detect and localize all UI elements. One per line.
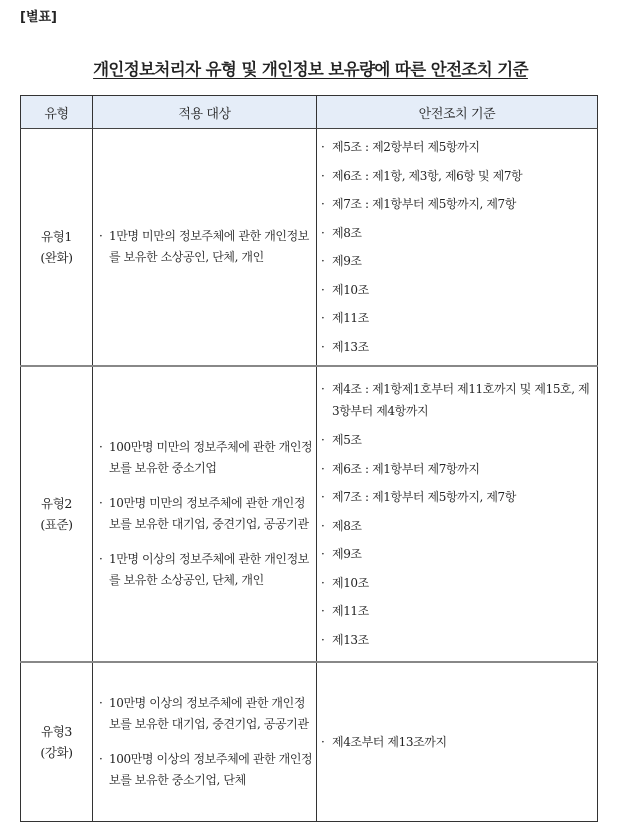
- type-level: (완화): [40, 250, 73, 265]
- bullet-icon: ·: [321, 547, 325, 561]
- bullet-icon: ·: [99, 752, 103, 766]
- table-row-type2: [21, 366, 598, 662]
- measure-text: 제5조: [332, 433, 362, 447]
- target-item: [99, 749, 314, 791]
- target-text: 1만명 이상의 정보주체에 관한 개인정보를 보유한 소상공인, 단체, 개인: [109, 552, 309, 587]
- bullet-icon: ·: [321, 490, 325, 504]
- measure-text: 제6조 : 제1항부터 제7항까지: [332, 461, 480, 476]
- measures-cell: [317, 366, 598, 662]
- measure-item: [321, 728, 593, 757]
- bullet-icon: ·: [321, 254, 325, 268]
- bullet-icon: ·: [321, 461, 325, 476]
- measure-text: 제7조 : 제1항부터 제5항까지, 제7항: [332, 197, 516, 211]
- bullet-icon: ·: [321, 197, 325, 211]
- table-header-row: [21, 96, 598, 129]
- measure-text: 제7조 : 제1항부터 제5항까지, 제7항: [332, 490, 516, 504]
- type-cell: [21, 129, 93, 367]
- type-name: 유형3: [41, 724, 72, 739]
- measure-item: [321, 455, 593, 484]
- measure-text: 제9조: [332, 254, 362, 268]
- target-item: [99, 437, 314, 479]
- header-measures: 안전조치 기준: [317, 96, 598, 129]
- bullet-icon: ·: [321, 604, 325, 618]
- measure-text: 제13조: [332, 339, 369, 354]
- measure-text: 제11조: [332, 311, 369, 325]
- target-item: [99, 493, 314, 535]
- measure-item: [321, 304, 593, 333]
- measure-item: [321, 597, 593, 626]
- measure-text: 제4조부터 제13조까지: [332, 734, 447, 749]
- measure-item: [321, 219, 593, 248]
- type-name: 유형1: [41, 229, 72, 244]
- measure-item: [321, 162, 593, 191]
- type-cell: [21, 662, 93, 822]
- target-cell: [93, 366, 317, 662]
- type-level: (강화): [40, 745, 73, 760]
- type-cell: [21, 366, 93, 662]
- measure-item: [321, 247, 593, 276]
- measure-text: 제10조: [332, 282, 369, 297]
- bullet-icon: ·: [321, 734, 325, 749]
- target-text: 100만명 이상의 정보주체에 관한 개인정보를 보유한 중소기업, 단체: [109, 752, 313, 787]
- bullet-icon: ·: [321, 382, 325, 396]
- header-target: 적용 대상: [93, 96, 317, 129]
- table-row-type1: [21, 129, 598, 367]
- bullet-icon: ·: [321, 518, 325, 533]
- measure-text: 제8조: [332, 225, 362, 240]
- target-text: 10만명 미만의 정보주체에 관한 개인정보를 보유한 대기업, 중견기업, 공공기관: [109, 496, 309, 531]
- safety-measures-table: [20, 95, 598, 822]
- bullet-icon: ·: [321, 575, 325, 590]
- bullet-icon: ·: [321, 339, 325, 354]
- measure-item: [321, 540, 593, 569]
- measure-text: 제11조: [332, 604, 369, 618]
- measures-cell: [317, 662, 598, 822]
- bullet-icon: ·: [99, 696, 103, 710]
- measure-item: [321, 626, 593, 655]
- bullet-icon: ·: [321, 632, 325, 647]
- target-text: 1만명 미만의 정보주체에 관한 개인정보를 보유한 소상공인, 단체, 개인: [109, 229, 309, 264]
- measure-text: 제9조: [332, 547, 362, 561]
- target-item: [99, 693, 314, 735]
- document-title: 개인정보처리자 유형 및 개인정보 보유량에 따른 안전조치 기준: [93, 60, 528, 79]
- bullet-icon: ·: [321, 433, 325, 447]
- measure-text: 제6조 : 제1항, 제3항, 제6항 및 제7항: [332, 168, 523, 183]
- measure-text: 제8조: [332, 518, 362, 533]
- measure-item: [321, 276, 593, 305]
- measure-text: 제13조: [332, 632, 369, 647]
- bullet-icon: ·: [321, 225, 325, 240]
- measures-cell: [317, 129, 598, 367]
- measure-text: 제5조 : 제2항부터 제5항까지: [332, 140, 480, 154]
- measure-item: [321, 133, 593, 162]
- target-item: [99, 226, 314, 268]
- bullet-icon: ·: [99, 229, 103, 243]
- measure-item: [321, 512, 593, 541]
- bullet-icon: ·: [321, 168, 325, 183]
- measure-item: [321, 333, 593, 362]
- bullet-icon: ·: [99, 496, 103, 510]
- type-name: 유형2: [41, 496, 72, 511]
- type-level: (표준): [40, 517, 73, 532]
- target-cell: [93, 129, 317, 367]
- target-text: 10만명 이상의 정보주체에 관한 개인정보를 보유한 대기업, 중견기업, 공공기관: [109, 696, 309, 731]
- header-type: 유형: [21, 96, 93, 129]
- measure-item: [321, 190, 593, 219]
- measure-item: [321, 569, 593, 598]
- target-item: [99, 549, 314, 591]
- target-text: 100만명 미만의 정보주체에 관한 개인정보를 보유한 중소기업: [109, 440, 313, 475]
- bullet-icon: ·: [321, 140, 325, 154]
- bullet-icon: ·: [99, 552, 103, 566]
- measure-item: [321, 483, 593, 512]
- target-cell: [93, 662, 317, 822]
- measure-item: [321, 426, 593, 455]
- measure-item: [321, 374, 593, 426]
- table-row-type3: [21, 662, 598, 822]
- bullet-icon: ·: [321, 282, 325, 297]
- bullet-icon: ·: [321, 311, 325, 325]
- annex-label: [별표]: [20, 10, 57, 25]
- bullet-icon: ·: [99, 440, 103, 454]
- measure-text: 제10조: [332, 575, 369, 590]
- measure-text: 제4조 : 제1항제1호부터 제11호까지 및 제15호, 제3항부터 제4항까지: [332, 382, 590, 418]
